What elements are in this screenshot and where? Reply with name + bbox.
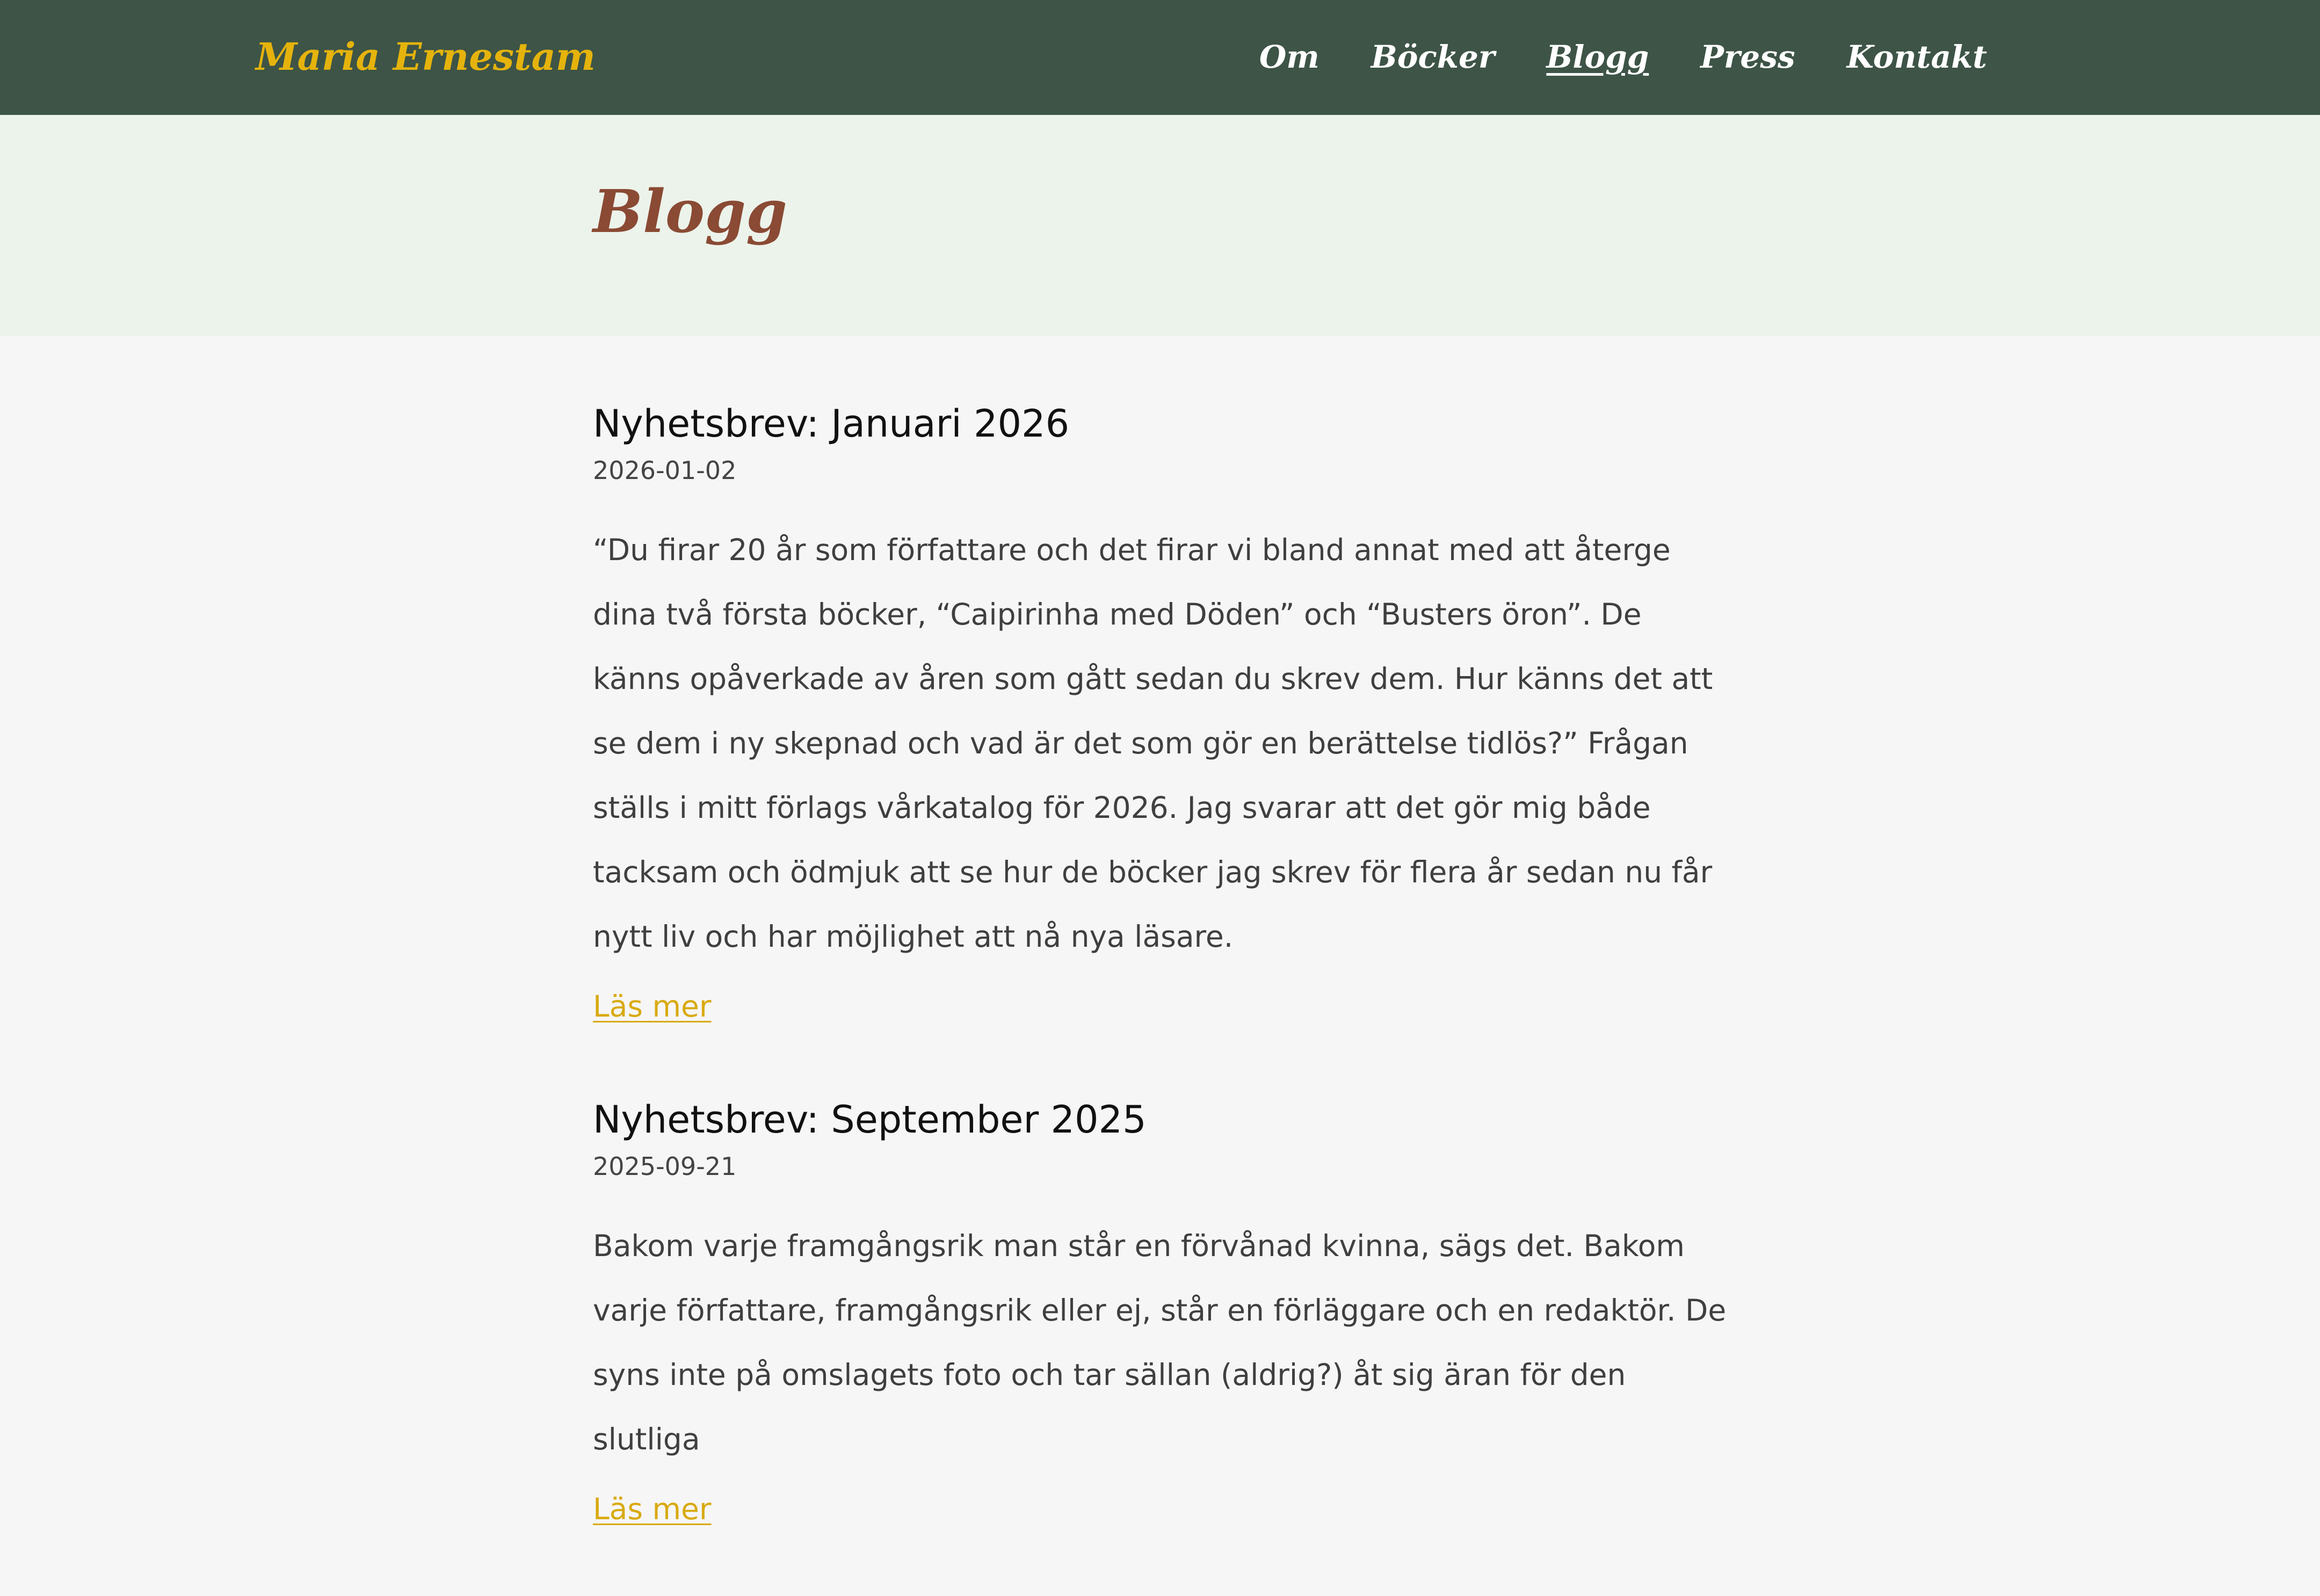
- post-title[interactable]: Nyhetsbrev: Januari 2026: [593, 402, 1070, 446]
- site-title-link[interactable]: Maria Ernestam: [256, 34, 596, 79]
- main-nav: [1259, 32, 1987, 82]
- post-item: [593, 397, 1731, 1028]
- page-hero: [0, 115, 2320, 336]
- nav-item-press[interactable]: Press: [1700, 39, 1795, 75]
- post-excerpt: Bakom varje framgångsrik man står en förvånad kvinna, sägs det. Bakom varje författare, framgångsrik eller ej, står en förläggare och en redaktör. De syns inte på omslagets foto och tar sällan (aldrig?) åt sig äran för den slutliga: [593, 1229, 1727, 1456]
- post-date: 2025-09-21: [593, 1152, 737, 1181]
- post-excerpt: “Du firar 20 år som författare och det firar vi bland annat med att återge dina två första böcker, “Caipirinha med Döden” och “Busters öron”. De känns opåverkade av åren som gått sedan du skrev dem. Hur känns det att se dem i ny skepnad och vad är det som gör en berättelse tidlös?” Frågan ställs i mitt förlags vårkatalog för 2026. Jag svarar att det gör mig både tacksam och ödmjuk att se hur de böcker jag skrev för flera år sedan nu får nytt liv och har möjlighet att nå nya läsare.: [593, 533, 1713, 954]
- post-item: [593, 1093, 1731, 1530]
- page-title: Blogg: [593, 177, 787, 246]
- read-more-link[interactable]: Läs mer: [593, 1492, 712, 1526]
- post-list: [593, 397, 1731, 1596]
- site-header: [0, 0, 2320, 115]
- nav-item-kontakt[interactable]: Kontakt: [1846, 39, 1987, 75]
- nav-item-bocker[interactable]: Böcker: [1371, 39, 1495, 75]
- read-more-link[interactable]: Läs mer: [593, 989, 712, 1024]
- nav-item-om[interactable]: Om: [1259, 39, 1320, 75]
- post-title[interactable]: Nyhetsbrev: September 2025: [593, 1098, 1147, 1142]
- post-date: 2026-01-02: [593, 456, 737, 485]
- nav-item-blogg[interactable]: Blogg: [1546, 39, 1649, 75]
